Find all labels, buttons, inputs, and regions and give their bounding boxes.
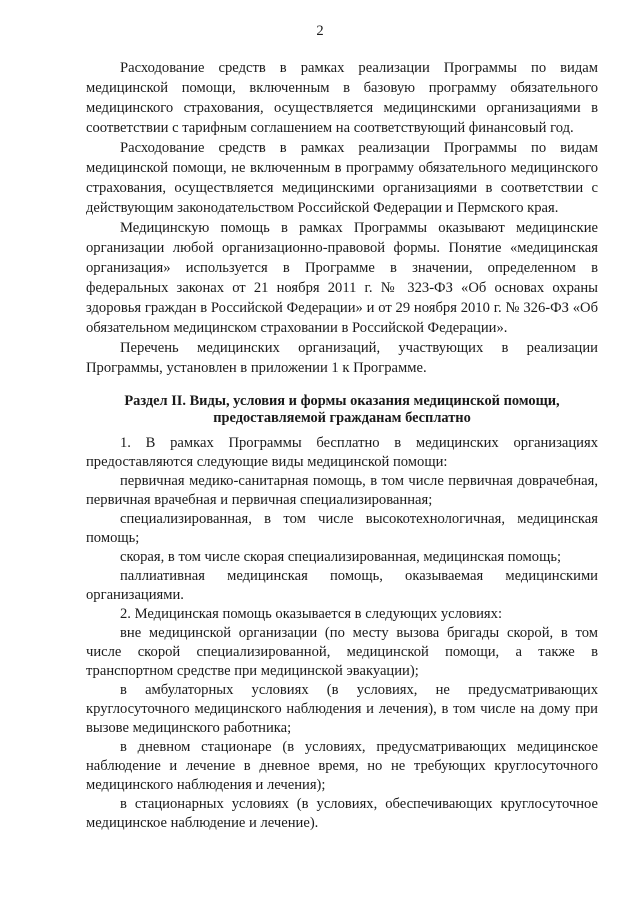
paragraph-specialized-care: специализированная, в том числе высокотехнологичная, медицинская помощь; — [86, 511, 598, 546]
section-heading-line-2: предоставляемой гражданам бесплатно — [213, 410, 471, 426]
section-heading — [86, 393, 598, 427]
paragraph-non-oms-funding: Расходование средств в рамках реализации Программы по видам медицинской помощи, не включенным в программу обязательного медицинского страхования, осуществляется медицинскими организациями в соответствии с действующим законодательством Российской Федерации и Пермского края. — [86, 140, 598, 216]
paragraph-tariff-funding: Расходование средств в рамках реализации Программы по видам медицинской помощи, включенным в базовую программу обязательного медицинского страхования, осуществляется медицинскими организациями в соответствии с тарифным соглашением на соответствующий финансовый год. — [86, 60, 598, 136]
paragraph-medical-organizations: Медицинскую помощь в рамках Программы оказывают медицинские организации любой организационно-правовой формы. Понятие «медицинская организация» используется в Программе в значении, определенном в федеральных законах от 21 ноября 2011 г. № 323-ФЗ «Об основах охраны здоровья граждан в Российской Федерации» и от 29 ноября 2010 г. № 326-ФЗ «Об обязательном медицинском страховании в Российской Федерации». — [86, 220, 598, 336]
page-number: 2 — [316, 23, 324, 39]
paragraph-day-hospital: в дневном стационаре (в условиях, предусматривающих медицинское наблюдение и лечение в дневное время, но не требующих круглосуточного медицинского наблюдения и лечения); — [86, 739, 598, 793]
paragraph-organizations-list: Перечень медицинских организаций, участвующих в реализации Программы, установлен в приложении 1 к Программе. — [86, 340, 598, 376]
paragraph-palliative-care: паллиативная медицинская помощь, оказываемая медицинскими организациями. — [86, 568, 598, 603]
paragraph-outpatient: в амбулаторных условиях (в условиях, не предусматривающих круглосуточного медицинского наблюдения и лечения), в том числе на дому при вызове медицинского работника; — [86, 682, 598, 736]
section-heading-line-1: Раздел II. Виды, условия и формы оказания медицинской помощи, — [124, 393, 560, 409]
document-body — [86, 58, 598, 833]
paragraph-care-types-intro: 1. В рамках Программы бесплатно в медицинских организациях предоставляются следующие виды медицинской помощи: — [86, 435, 598, 470]
paragraph-outside-organization: вне медицинской организации (по месту вызова бригады скорой, в том числе скорой специализированной, медицинской помощи, а также в транспортном средстве при медицинской эвакуации); — [86, 625, 598, 679]
paragraph-inpatient: в стационарных условиях (в условиях, обеспечивающих круглосуточное медицинское наблюдение и лечение). — [86, 796, 598, 831]
paragraph-primary-care: первичная медико-санитарная помощь, в том числе первичная доврачебная, первичная врачебная и первичная специализированная; — [86, 473, 598, 508]
paragraph-emergency-care: скорая, в том числе скорая специализированная, медицинская помощь; — [120, 549, 562, 565]
paragraph-care-conditions-intro: 2. Медицинская помощь оказывается в следующих условиях: — [120, 606, 502, 622]
